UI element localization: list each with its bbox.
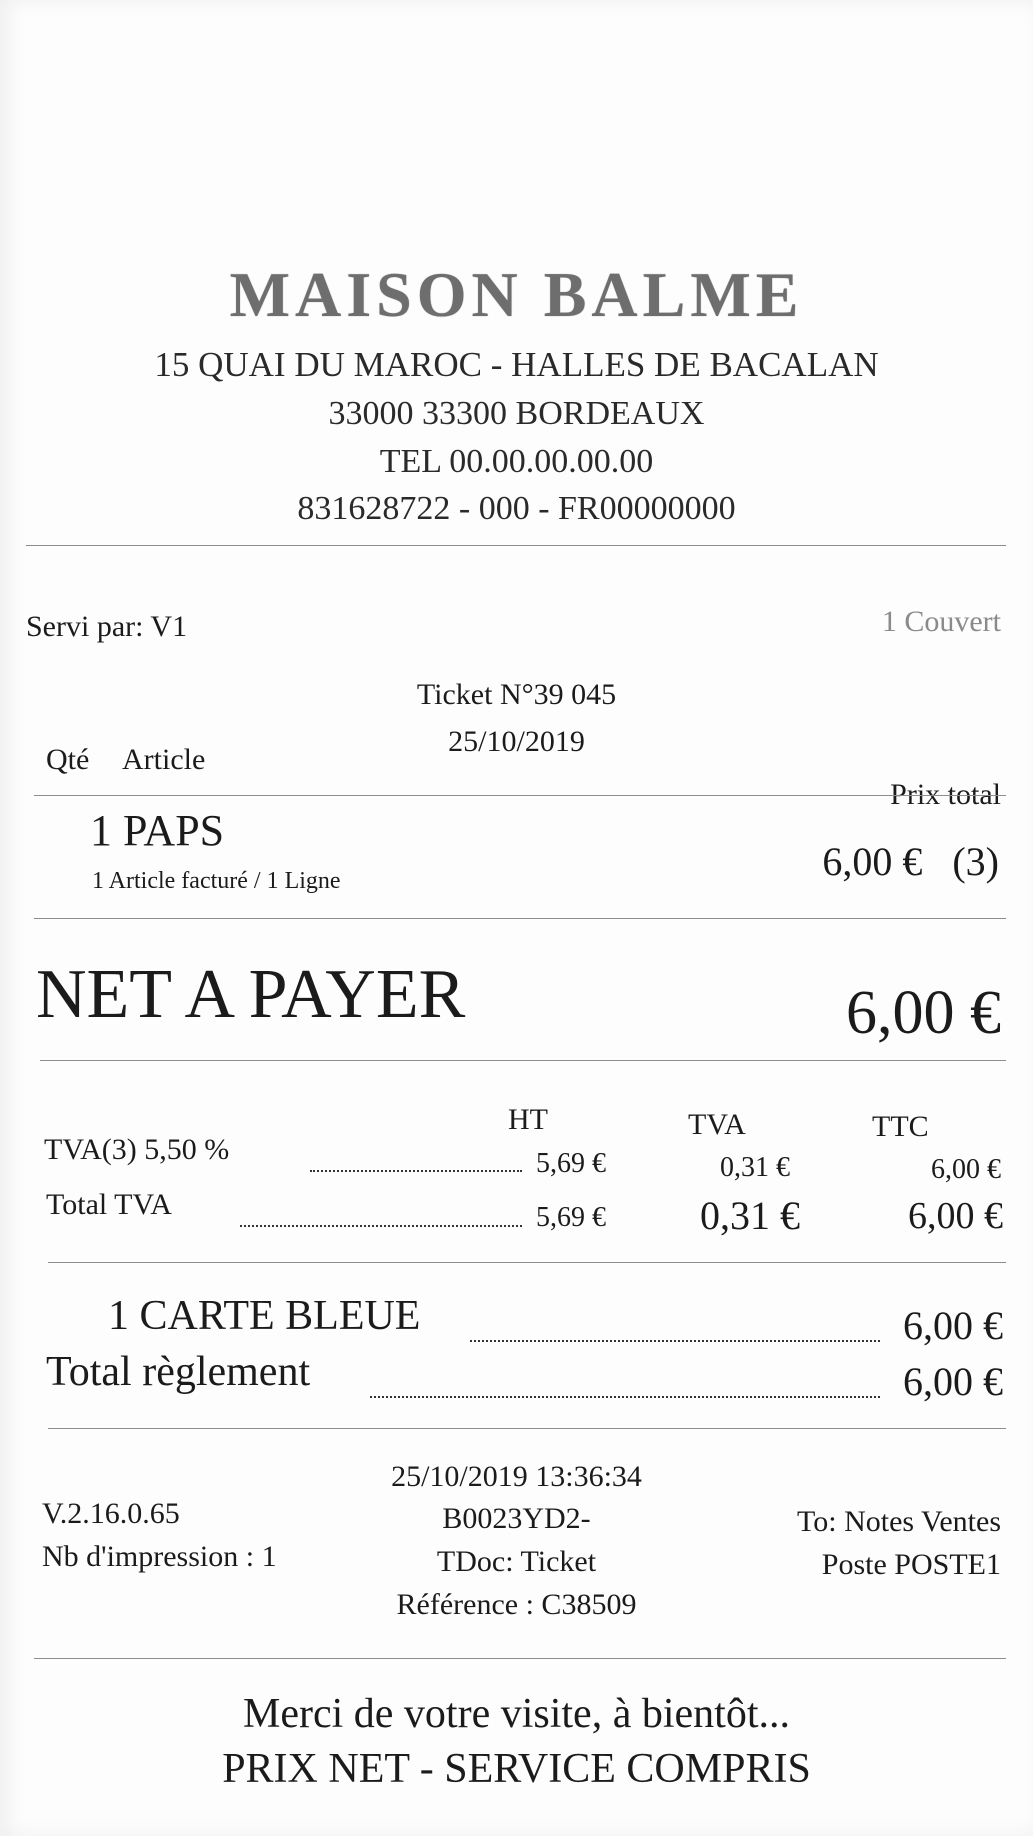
vat-col-ttc: TTC (872, 1110, 929, 1143)
leader-dots (310, 1170, 522, 1172)
vat-col-tva: TVA (688, 1108, 746, 1141)
footer-datetime: 25/10/2019 13:36:34 (391, 1460, 642, 1493)
ticket-date: 25/10/2019 (448, 725, 585, 758)
payment-amount: 6,00 € (903, 1303, 1003, 1348)
store-address-line2: 33000 33300 BORDEAUX (328, 395, 705, 432)
divider (26, 545, 1006, 546)
reference: Référence : C38509 (396, 1588, 637, 1621)
item-price: 6,00 € (3) (822, 839, 999, 884)
vat-total-label: Total TVA (46, 1188, 172, 1221)
vat-rate-label: TVA(3) 5,50 % (44, 1133, 230, 1166)
divider (34, 1658, 1006, 1659)
served-by: Servi par: V1 (26, 610, 188, 643)
vat-total-ttc: 6,00 € (908, 1195, 1003, 1237)
terminal: Poste POSTE1 (821, 1548, 1001, 1581)
print-count: Nb d'impression : 1 (42, 1540, 277, 1573)
payment-total-label: Total règlement (46, 1349, 311, 1395)
leader-dots (240, 1225, 522, 1227)
vat-col-ht: HT (508, 1103, 548, 1136)
item-count-summary: 1 Article facturé / 1 Ligne (92, 868, 341, 894)
column-qty: Qté (46, 743, 90, 776)
divider (34, 795, 1006, 796)
divider (34, 918, 1006, 919)
divider (48, 1428, 1006, 1429)
document-type: TDoc: Ticket (436, 1545, 597, 1578)
vat-rate-ttc: 6,00 € (931, 1154, 1001, 1185)
destination: To: Notes Ventes (797, 1505, 1001, 1538)
divider (48, 1262, 1006, 1263)
thank-you-message: Merci de votre visite, à bientôt... (242, 1691, 790, 1737)
vat-rate-ht: 5,69 € (536, 1148, 606, 1179)
payment-total-amount: 6,00 € (903, 1359, 1003, 1404)
item-name: 1 PAPS (90, 806, 225, 855)
store-address-line1: 15 QUAI DU MAROC - HALLES DE BACALAN (154, 345, 879, 384)
ticket-number: Ticket N°39 045 (416, 678, 617, 711)
leader-dots (470, 1340, 880, 1342)
store-phone: TEL 00.00.00.00.00 (379, 443, 654, 480)
price-note: PRIX NET - SERVICE COMPRIS (222, 1746, 811, 1792)
cover-count: 1 Couvert (881, 605, 1001, 638)
software-version: V.2.16.0.65 (42, 1497, 180, 1530)
document-code: B0023YD2- (442, 1502, 591, 1535)
vat-total-tva: 0,31 € (700, 1193, 800, 1238)
payment-method: 1 CARTE BLEUE (108, 1293, 421, 1339)
vat-rate-tva: 0,31 € (720, 1152, 790, 1183)
net-to-pay-amount: 6,00 € (846, 979, 1001, 1047)
leader-dots (370, 1396, 880, 1398)
store-registration: 831628722 - 000 - FR00000000 (297, 490, 736, 527)
vat-total-ht: 5,69 € (536, 1202, 606, 1233)
column-article: Article (122, 743, 206, 776)
net-to-pay-label: NET A PAYER (36, 956, 466, 1033)
divider (40, 1060, 1006, 1061)
store-name: MAISON BALME (229, 259, 804, 330)
column-total-price: Prix total (890, 778, 1001, 811)
